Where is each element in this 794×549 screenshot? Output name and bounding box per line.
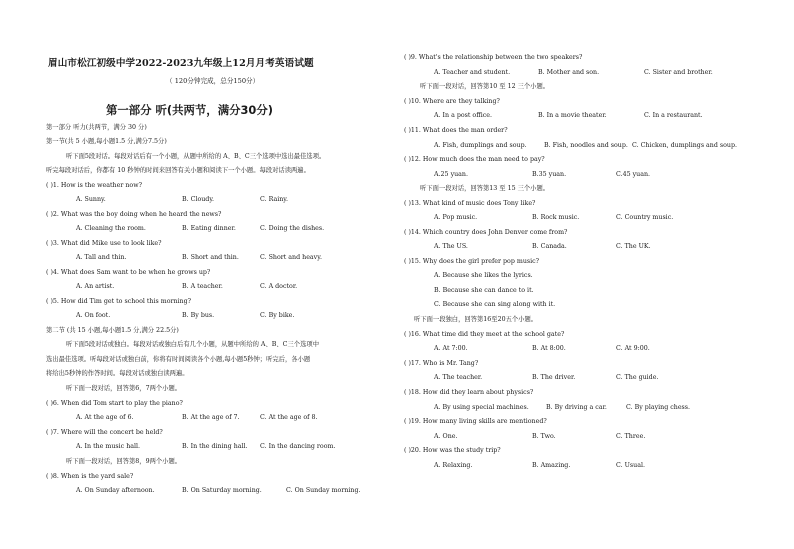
question-9: ( )9. What's the relationship between the two speakers? — [404, 54, 583, 61]
question-4: ( )4. What does Sam want to be when he grows up? — [46, 269, 211, 276]
option[interactable]: C. The guide. — [616, 374, 659, 381]
question-3: ( )3. What did Mike use to look like? — [46, 240, 162, 247]
option[interactable]: C. In a restaurant. — [644, 112, 703, 119]
option[interactable]: C. On Sunday morning. — [286, 487, 361, 494]
option[interactable]: C. Rainy. — [260, 196, 289, 203]
option[interactable]: B. At the age of 7. — [182, 414, 240, 421]
option[interactable]: B. In a movie theater. — [538, 112, 607, 119]
instruction-text: 听下面5段对话。每段对话后有一个小题，从题中所给的 A、B、C三个选项中选出最佳选项。 — [66, 153, 326, 160]
option[interactable]: A. At 7:00. — [434, 345, 468, 352]
option[interactable]: A. Fish, dumplings and soup. — [434, 142, 527, 149]
option[interactable]: C.45 yuan. — [616, 171, 651, 178]
option[interactable]: C. By bike. — [260, 312, 295, 319]
option[interactable]: B. Eating dinner. — [182, 225, 236, 232]
question-14: ( )14. Which country does John Denver come from? — [404, 229, 568, 236]
option[interactable]: A. At the age of 6. — [76, 414, 134, 421]
section-heading: 第一部分 听力(共两节，满分 30 分) — [46, 124, 147, 131]
option[interactable]: A. Sunny. — [76, 196, 106, 203]
option[interactable]: B. By driving a car. — [546, 404, 607, 411]
option[interactable]: C. Doing the dishes. — [260, 225, 325, 232]
instruction-text: 听完每段对话后，你都有 10 秒钟的时间来回答有关小题和阅读下一个小题。每段对话读两遍。 — [46, 167, 310, 174]
question-19: ( )19. How many living skills are mentioned? — [404, 418, 547, 425]
section-heading: 第一节(共 5 小题,每小题1.5 分,满分7.5分) — [46, 138, 167, 145]
instruction-text: 将给出5秒钟的作答时间。每段对话或独白读两遍。 — [46, 370, 189, 377]
option[interactable]: C. Three. — [616, 433, 646, 440]
option[interactable]: A. An artist. — [76, 283, 115, 290]
option[interactable]: B. On Saturday morning. — [182, 487, 262, 494]
instruction-text: 选出最佳选项。听每段对话或独白前，你将有时间阅读各个小题,每小题5秒钟；听完后，各小题 — [46, 356, 311, 363]
exam-title: 眉山市松江初级中学2022-2023九年级上12月月考英语试题 — [48, 58, 314, 69]
question-5: ( )5. How did Tim get to school this morning? — [46, 298, 192, 305]
option[interactable]: A. Pop music. — [434, 214, 478, 221]
option[interactable]: A. Teacher and student. — [434, 69, 511, 76]
question-1: ( )1. How is the weather now? — [46, 182, 142, 189]
option[interactable]: C. At 9:00. — [616, 345, 650, 352]
option[interactable]: A. In the music hall. — [76, 443, 141, 450]
question-6: ( )6. When did Tom start to play the piano? — [46, 400, 183, 407]
option[interactable]: B. Amazing. — [532, 462, 571, 469]
option[interactable]: C. By playing chess. — [626, 404, 691, 411]
option[interactable]: C. In the dancing room. — [260, 443, 336, 450]
option[interactable]: B.35 yuan. — [532, 171, 567, 178]
option[interactable]: A. One. — [434, 433, 458, 440]
instruction-text: 听下面一段对话，回答第10 至 12 三个小题。 — [420, 83, 550, 90]
option[interactable]: A. Tall and thin. — [76, 254, 127, 261]
part-one-title: 第一部分 听(共两节，满分30分) — [106, 103, 273, 117]
option[interactable]: A. In a post office. — [434, 112, 492, 119]
option[interactable]: C. Country music. — [616, 214, 674, 221]
option[interactable]: B. Two. — [532, 433, 556, 440]
option[interactable]: B. By bus. — [182, 312, 215, 319]
question-13: ( )13. What kind of music does Tony like? — [404, 200, 536, 207]
option[interactable]: C. Chicken, dumplings and soup. — [632, 142, 737, 149]
option[interactable]: B. Mother and son. — [538, 69, 600, 76]
instruction-text: 听下面5段对话或独白。每段对话或独白后有几个小题，从题中所给的 A、B、C三个选项中 — [66, 341, 319, 348]
question-18: ( )18. How did they learn about physics? — [404, 389, 534, 396]
option[interactable]: B. Because she can dance to it. — [434, 287, 534, 294]
option[interactable]: C. Usual. — [616, 462, 645, 469]
option[interactable]: A. The US. — [434, 243, 468, 250]
option[interactable]: A. The teacher. — [434, 374, 483, 381]
section-heading: 第二节 (共 15 小题,每小题1.5 分,满分 22.5分) — [46, 327, 179, 334]
option[interactable]: B. Rock music. — [532, 214, 580, 221]
question-2: ( )2. What was the boy doing when he heard the news? — [46, 211, 222, 218]
instruction-text: 听下面一段独白，回答第16至20五个小题。 — [414, 316, 538, 323]
option[interactable]: A. On Sunday afternoon. — [76, 487, 155, 494]
option[interactable]: B. A teacher. — [182, 283, 223, 290]
option[interactable]: B. Cloudy. — [182, 196, 215, 203]
instruction-text: 听下面一段对话，回答第13 至 15 三个小题。 — [420, 185, 550, 192]
option[interactable]: A. Cleaning the room. — [76, 225, 146, 232]
option[interactable]: A. Because she likes the lyrics. — [434, 272, 533, 279]
instruction-text: 听下面一段对话，回答第8，9两个小题。 — [66, 458, 182, 465]
option[interactable]: C. Sister and brother. — [644, 69, 713, 76]
instruction-text: 听下面一段对话，回答第6，7两个小题。 — [66, 385, 182, 392]
question-20: ( )20. How was the study trip? — [404, 447, 501, 454]
option[interactable]: A. Relaxing. — [434, 462, 473, 469]
option[interactable]: B. Short and thin. — [182, 254, 239, 261]
option[interactable]: A. By using special machines. — [434, 404, 529, 411]
option[interactable]: B. Fish, noodles and soup. — [544, 142, 628, 149]
option[interactable]: C. The UK. — [616, 243, 651, 250]
question-7: ( )7. Where will the concert be held? — [46, 429, 163, 436]
option[interactable]: B. At 8:00. — [532, 345, 566, 352]
option[interactable]: B. In the dining hall. — [182, 443, 248, 450]
option[interactable]: C. At the age of 8. — [260, 414, 318, 421]
question-17: ( )17. Who is Mr. Tang? — [404, 360, 479, 367]
option[interactable]: A.25 yuan. — [434, 171, 468, 178]
question-8: ( )8. When is the yard sale? — [46, 473, 134, 480]
option[interactable]: C. A doctor. — [260, 283, 298, 290]
exam-subtitle: （ 120分钟完成，总分150分） — [166, 77, 260, 85]
option[interactable]: A. On foot. — [76, 312, 111, 319]
option[interactable]: B. Canada. — [532, 243, 567, 250]
option[interactable]: C. Because she can sing along with it. — [434, 301, 556, 308]
question-12: ( )12. How much does the man need to pay? — [404, 156, 545, 163]
option[interactable]: B. The driver. — [532, 374, 576, 381]
question-10: ( )10. Where are they talking? — [404, 98, 500, 105]
question-16: ( )16. What time did they meet at the school gate? — [404, 331, 565, 338]
question-15: ( )15. Why does the girl prefer pop music? — [404, 258, 540, 265]
option[interactable]: C. Short and heavy. — [260, 254, 322, 261]
question-11: ( )11. What does the man order? — [404, 127, 508, 134]
